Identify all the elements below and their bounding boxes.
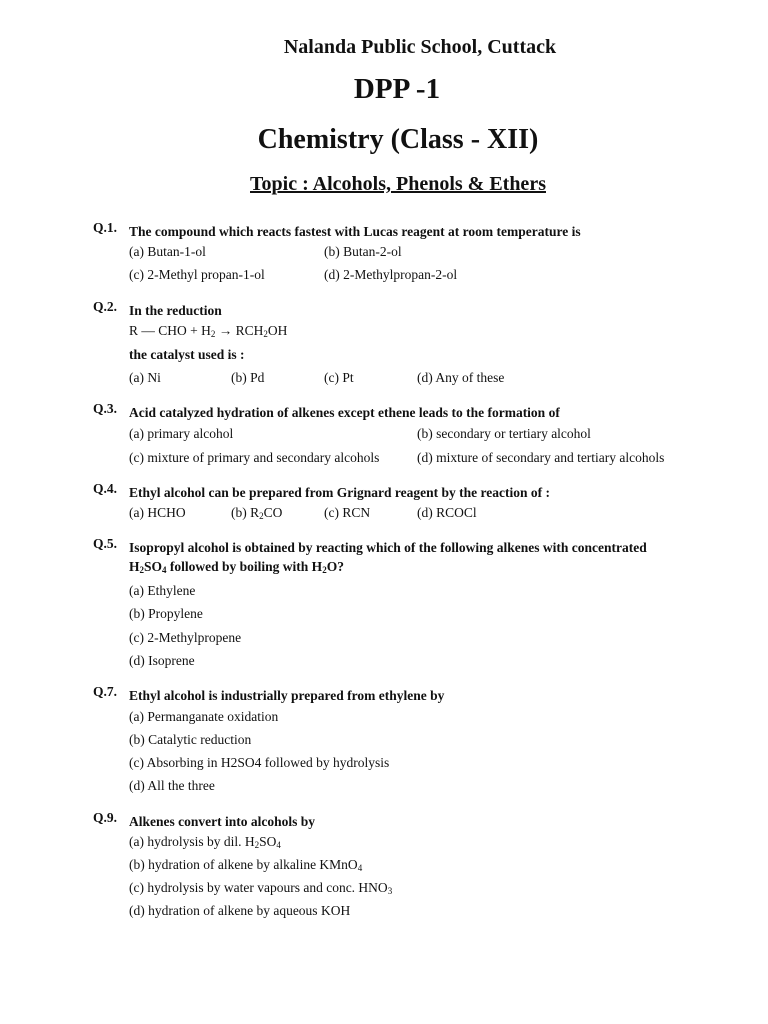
- reaction-equation: R — CHO + $H_2 \to RCH_2OH$: [129, 323, 288, 339]
- question-text: The compound which reacts fastest with Lucas reagent at room temperature is: [129, 224, 581, 239]
- option-a: (a) Ni: [129, 370, 161, 385]
- option-b: (b) Butan-2-ol: [324, 244, 402, 259]
- subject-title: Chemistry (Class - XII): [257, 124, 539, 155]
- option-b: (b) secondary or tertiary alcohol: [417, 426, 591, 441]
- question-text-continued: $H_2SO_4$ followed by boiling with $H_2O$?: [129, 559, 344, 575]
- question-number: Q.5.: [93, 536, 118, 551]
- option-a: (a) Permanganate oxidation: [129, 709, 279, 724]
- option-b: (b) Catalytic reduction: [129, 732, 252, 747]
- option-a: (a) Butan-1-ol: [129, 244, 206, 259]
- question-number: Q.2.: [93, 299, 118, 314]
- question-number: Q.4.: [93, 481, 118, 496]
- question-number: Q.1.: [93, 220, 118, 235]
- topic-title: Topic : Alcohols, Phenols & Ethers: [250, 173, 546, 195]
- option-d: (d) Isoprene: [129, 653, 195, 668]
- question-text: Acid catalyzed hydration of alkenes except ethene leads to the formation of: [129, 405, 560, 420]
- option-c: (c) Pt: [324, 370, 354, 385]
- question-text-continued: the catalyst used is :: [129, 347, 245, 362]
- question-text: Ethyl alcohol can be prepared from Grignard reagent by the reaction of :: [129, 485, 550, 500]
- option-a: (a) Ethylene: [129, 583, 196, 598]
- option-c: (c) hydrolysis by water vapours and conc. $HNO_3$: [129, 880, 393, 896]
- option-d: (d) All the three: [129, 778, 215, 793]
- school-name: Nalanda Public School, Cuttack: [283, 36, 557, 58]
- option-d: (d) hydration of alkene by aqueous KOH: [129, 903, 351, 918]
- option-a: (a) HCHO: [129, 505, 186, 520]
- option-a: (a) primary alcohol: [129, 426, 234, 441]
- option-c: (c) 2-Methylpropene: [129, 630, 242, 645]
- option-b: (b) $R_2CO$: [231, 505, 283, 521]
- option-d: (d) 2-Methylpropan-2-ol: [324, 267, 458, 282]
- question-number: Q.3.: [93, 401, 118, 416]
- option-c: (c) 2-Methyl propan-1-ol: [129, 267, 265, 282]
- option-c: (c) RCN: [324, 505, 371, 520]
- option-b: (b) Pd: [231, 370, 265, 385]
- option-d: (d) Any of these: [417, 370, 505, 385]
- question-text: Alkenes convert into alcohols by: [129, 814, 316, 829]
- question-text: In the reduction: [129, 303, 222, 318]
- question-number: Q.7.: [93, 684, 118, 699]
- option-c: (c) Absorbing in H2SO4 followed by hydrolysis: [129, 755, 390, 770]
- dpp-title: DPP -1: [353, 73, 441, 105]
- option-b: (b) hydration of alkene by alkaline KMnO$_4$: [129, 857, 363, 873]
- option-a: (a) hydrolysis by dil. $H_2SO_4$: [129, 834, 281, 850]
- option-d: (d) RCOCl: [417, 505, 477, 520]
- question-number: Q.9.: [93, 810, 118, 825]
- question-text: Isopropyl alcohol is obtained by reacting which of the following alkenes with concentrated: [129, 540, 647, 555]
- option-d: (d) mixture of secondary and tertiary alcohols: [417, 450, 665, 465]
- option-b: (b) Propylene: [129, 606, 203, 621]
- question-text: Ethyl alcohol is industrially prepared from ethylene by: [129, 688, 445, 703]
- option-c: (c) mixture of primary and secondary alcohols: [129, 450, 380, 465]
